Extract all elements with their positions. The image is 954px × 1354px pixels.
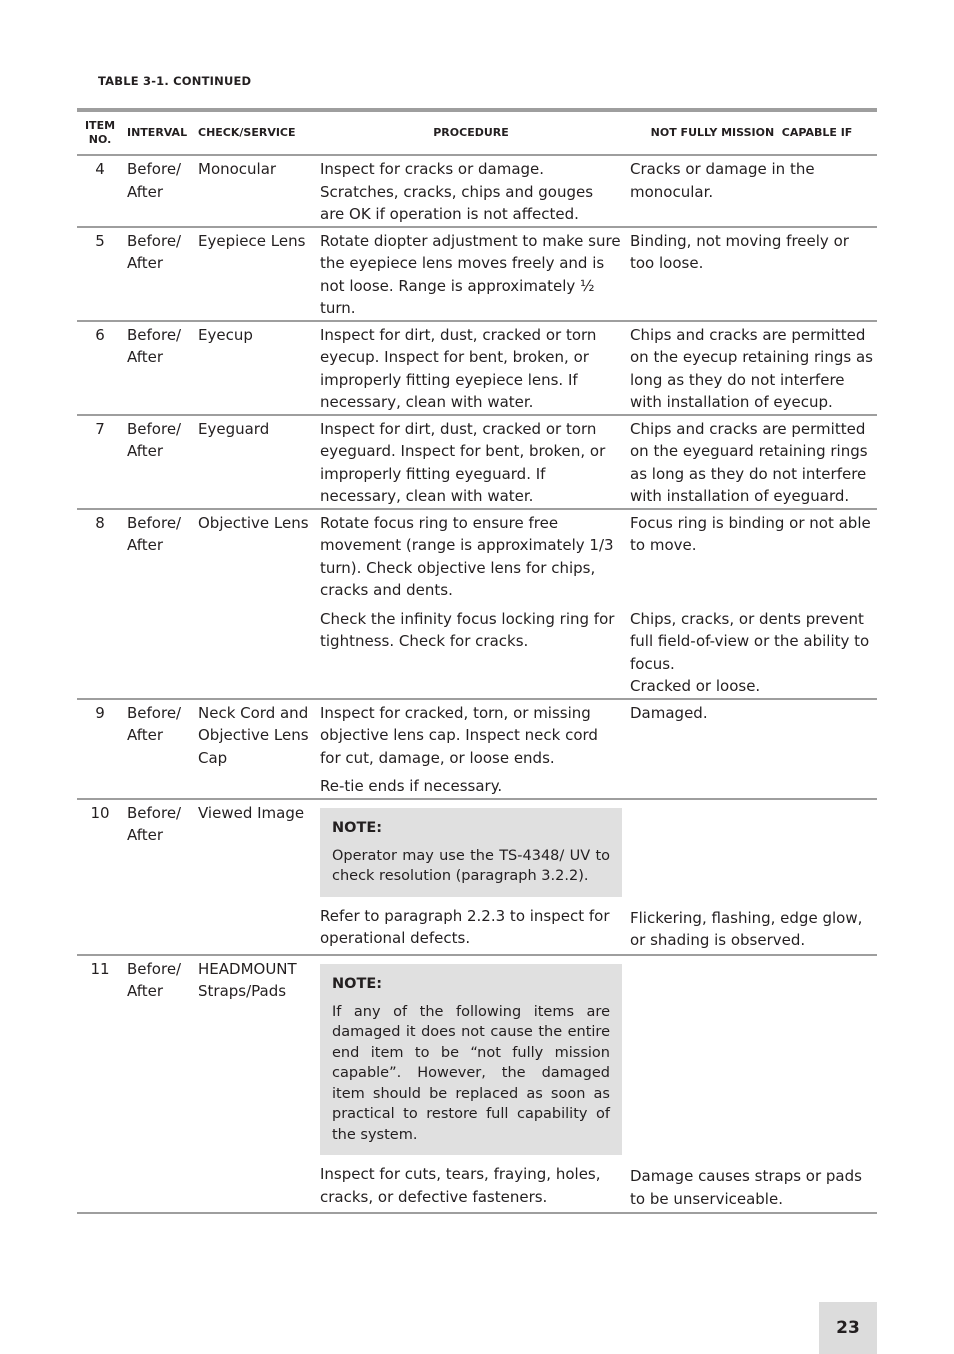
interval-cell: Before/ After	[127, 959, 182, 1000]
header-procedure: PROCEDURE	[433, 126, 509, 139]
nmc-empty-cell	[626, 955, 877, 1162]
nmc-text: Chips and cracks are permitted on the eyeguard retaining rings as long as they do not interfere with installation of eyeguard.	[630, 419, 868, 505]
interval-cell: Before/ After	[127, 325, 182, 366]
procedure-cell	[316, 699, 626, 799]
note-text: Operator may use the TS-4348/ UV to check resolution (paragraph 3.2.2).	[332, 847, 610, 884]
table-row	[77, 321, 877, 415]
pmcs-table	[77, 108, 877, 1214]
procedure-text: Rotate diopter adjustment to make sure the eyepiece lens moves freely and is not loose. Range is approximately ½ turn.	[320, 231, 621, 317]
header-interval: INTERVAL	[127, 126, 188, 139]
nmc-text: Damaged.	[630, 703, 708, 722]
nmc-group	[630, 608, 873, 698]
nmc-text: Binding, not moving freely or too loose.	[630, 231, 849, 272]
header-item-no-line1: ITEM	[84, 119, 116, 132]
interval-cell: Before/ After	[127, 513, 182, 554]
item-number: 8	[95, 513, 105, 532]
nmc-cell	[626, 321, 877, 415]
nmc-text: Cracked or loose.	[630, 677, 761, 695]
interval-cell: Before/ After	[127, 703, 182, 744]
procedure-cell: Inspect for cuts, tears, fraying, holes, cracks, or defective fasteners.	[320, 1165, 601, 1206]
procedure-cell	[316, 509, 626, 699]
table-row	[77, 227, 877, 321]
nmc-text: Cracks or damage in the monocular.	[630, 160, 815, 201]
nmc-cell: Damage causes straps or pads to be unserviceable.	[630, 1167, 862, 1208]
header-item-no	[77, 110, 123, 155]
header-check-service: CHECK/SERVICE	[198, 126, 296, 139]
check-service-cell: Eyecup	[198, 325, 253, 344]
item-number: 9	[95, 703, 105, 722]
check-service-cell: HEADMOUNT Straps/Pads	[198, 959, 297, 1000]
interval-cell: Before/ After	[127, 803, 182, 844]
check-service-cell: Neck Cord and Objective Lens Cap	[198, 703, 309, 767]
note-text: If any of the following items are damaged it does not cause the entire end item to be “not fully mission capable”. However, the damaged item should be replaced as soon as practical to restore full capability of the system.	[332, 1003, 610, 1143]
item-number: 5	[95, 231, 105, 250]
table-row	[77, 509, 877, 699]
table-caption: TABLE 3-1. CONTINUED	[98, 74, 252, 88]
procedure-text: Inspect for cracked, torn, or missing objective lens cap. Inspect neck cord for cut, damage, or loose ends.	[320, 703, 598, 767]
nmc-text: Chips and cracks are permitted on the eyecup retaining rings as long as they do not interfere with installation of eyecup.	[630, 325, 873, 411]
check-service-cell: Objective Lens	[198, 513, 309, 532]
item-number: 6	[95, 325, 105, 344]
nmc-cell	[626, 227, 877, 321]
procedure-text: Re-tie ends if necessary.	[320, 777, 503, 795]
nmc-text: Focus ring is binding or not able to move.	[630, 513, 871, 554]
header-not-mission-capable: NOT FULLY MISSION CAPABLE IF	[650, 126, 853, 139]
procedure-cell	[316, 227, 626, 321]
table-row	[77, 699, 877, 799]
note-box	[320, 964, 622, 1156]
table-row	[77, 415, 877, 509]
item-number: 4	[95, 160, 105, 178]
nmc-cell	[626, 699, 877, 799]
note-cell	[316, 955, 626, 1162]
nmc-cell	[626, 509, 877, 699]
procedure-cell: Refer to paragraph 2.2.3 to inspect for operational defects.	[320, 906, 610, 947]
table-row	[77, 155, 877, 227]
table-row	[77, 955, 877, 1162]
table-row	[77, 799, 877, 903]
check-service-cell: Eyeguard	[198, 419, 270, 438]
table-body	[77, 155, 877, 1213]
item-number: 11	[90, 959, 110, 978]
procedure-text: Inspect for dirt, dust, cracked or torn eyeguard. Inspect for bent, broken, or improperly fitting eyeguard. If necessary, clean with water.	[320, 419, 606, 505]
nmc-cell	[626, 415, 877, 509]
procedure-cell	[316, 321, 626, 415]
check-service-cell: Viewed Image	[198, 803, 305, 822]
nmc-cell	[626, 155, 877, 227]
note-label: NOTE:	[332, 819, 383, 836]
page-number: 23	[819, 1302, 877, 1354]
interval-cell: Before/ After	[127, 160, 182, 201]
note-label: NOTE:	[332, 975, 383, 992]
interval-cell: Before/ After	[127, 231, 182, 272]
procedure-text: Inspect for dirt, dust, cracked or torn eyecup. Inspect for bent, broken, or improperly fitting eyepiece lens. If necessary, clean with water.	[320, 325, 597, 411]
procedure-cell	[316, 415, 626, 509]
header-item-no-line2: NO.	[88, 133, 112, 146]
item-number: 10	[90, 803, 110, 822]
nmc-spacer	[630, 563, 873, 608]
nmc-text: Chips, cracks, or dents prevent full field-of-view or the ability to focus.	[630, 609, 870, 673]
procedure-cell	[316, 155, 626, 227]
nmc-cell: Flickering, flashing, edge glow, or shading is observed.	[630, 908, 863, 949]
item-number: 7	[95, 419, 105, 438]
nmc-empty-cell	[626, 799, 877, 903]
check-service-cell: Eyepiece Lens	[198, 231, 306, 250]
interval-cell: Before/ After	[127, 419, 182, 460]
procedure-text: Inspect for cracks or damage. Scratches, cracks, chips and gouges are OK if operation is not affected.	[320, 160, 594, 223]
procedure-text: Rotate focus ring to ensure free movement (range is approximately 1/3 turn). Check objective lens for chips, cracks and dents.	[320, 513, 614, 599]
table-header	[77, 110, 877, 155]
check-service-cell: Monocular	[198, 160, 277, 178]
note-cell	[316, 799, 626, 903]
note-box	[320, 808, 622, 897]
procedure-text: Check the infinity focus locking ring for tightness. Check for cracks.	[320, 609, 615, 650]
